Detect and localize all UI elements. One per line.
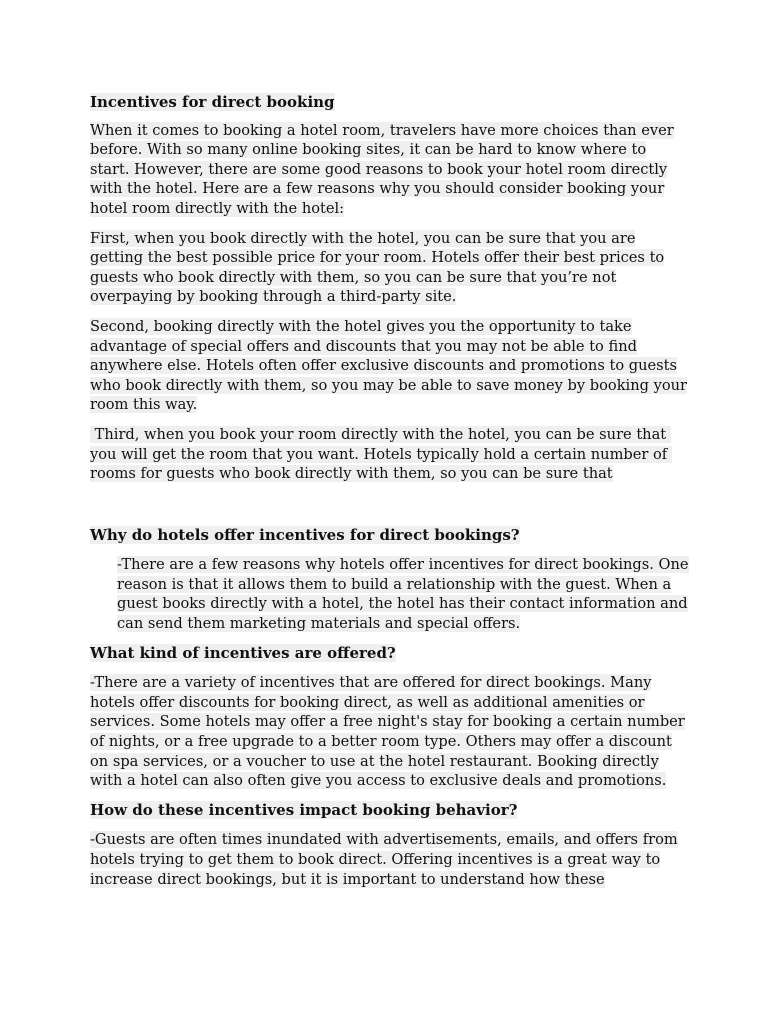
first-reason-paragraph: First, when you book directly with the hotel, you can be sure that you are getting the best possible price for your room. Hotels offer their best prices to guests who book directly with them, so you can be sure that you’re not overpaying by booking through a third-party site. [90, 229, 665, 306]
second-reason-paragraph: Second, booking directly with the hotel gives you the opportunity to take advantage of special offers and discounts that you may not be able to find anywhere else. Hotels often offer exclusive discounts and promotions to guests who book directly with them, so you may be able to save money by booking your room this way. [90, 317, 687, 414]
booking-behavior-heading: How do these incentives impact booking behavior? [90, 800, 518, 819]
incentive-types-heading: What kind of incentives are offered? [90, 643, 396, 662]
document-page [90, 93, 690, 899]
intro-paragraph: When it comes to booking a hotel room, travelers have more choices than ever before. With so many online booking sites, it can be hard to know where to start. However, there are some good reasons to book your hotel room directly with the hotel. Here are a few reasons why you should consider booking your hotel room directly with the hotel: [90, 121, 674, 217]
why-incentives-answer: -There are a few reasons why hotels offer incentives for direct bookings. One reason is that it allows them to build a relationship with the guest. When a guest books directly with a hotel, the hotel has their contact information and can send them marketing materials and special offers. [117, 556, 689, 633]
why-incentives-heading: Why do hotels offer incentives for direct bookings? [90, 525, 520, 544]
incentive-types-answer: -There are a variety of incentives that are offered for direct bookings. Many hotels offer discounts for booking direct, as well as additional amenities or services. Some hotels may offer a free night's stay for booking a certain number of nights, or a free upgrade to a better room type. Others may offer a discount on spa services, or a voucher to use at the hotel restaurant. Booking directly with a hotel can also often give you access to exclusive deals and promotions. [90, 674, 685, 790]
booking-behavior-answer: -Guests are often times inundated with advertisements, emails, and offers from hotels trying to get them to book direct. Offering incentives is a great way to increase direct bookings, but it is important to understand how these [90, 831, 678, 888]
third-reason-paragraph: Third, when you book your room directly with the hotel, you can be sure that you will get the room that you want. Hotels typically hold a certain number of rooms for guests who book directly with them, so you can be sure that [90, 425, 672, 483]
document-title: Incentives for direct booking [90, 93, 335, 111]
